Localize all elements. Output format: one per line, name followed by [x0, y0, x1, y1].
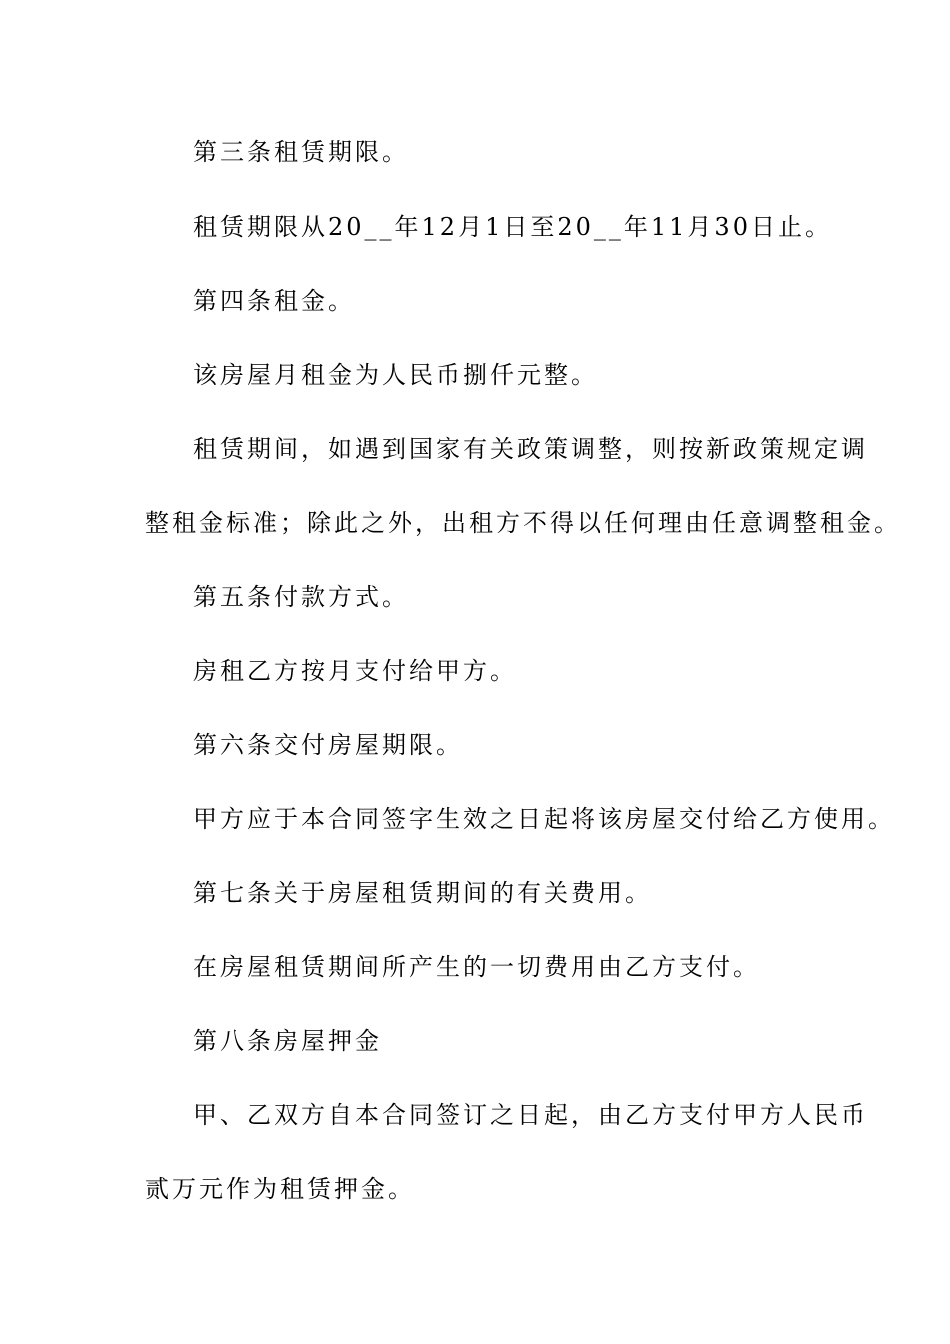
- clause-4-heading: 第四条租金。: [193, 287, 355, 315]
- clause-4-text-2: 租赁期间，如遇到国家有关政策调整，则按新政策规定调: [193, 435, 868, 463]
- clause-4-text-1: 该房屋月租金为人民币捌仟元整。: [193, 361, 598, 389]
- clause-8-text: 甲、乙双方自本合同签订之日起，由乙方支付甲方人民币: [193, 1101, 868, 1129]
- clause-3-heading: 第三条租赁期限。: [193, 138, 409, 166]
- clause-5-text: 房租乙方按月支付给甲方。: [193, 657, 517, 685]
- clause-8-heading: 第八条房屋押金: [193, 1027, 382, 1055]
- clause-4-text-2-continued: 整租金标准；除此之外，出租方不得以任何理由任意调整租金。: [145, 509, 901, 537]
- clause-7-text: 在房屋租赁期间所产生的一切费用由乙方支付。: [193, 953, 760, 981]
- clause-8-text-continued: 贰万元作为租赁押金。: [145, 1175, 415, 1203]
- clause-6-heading: 第六条交付房屋期限。: [193, 731, 463, 759]
- clause-7-heading: 第七条关于房屋租赁期间的有关费用。: [193, 879, 652, 907]
- clause-5-heading: 第五条付款方式。: [193, 583, 409, 611]
- clause-3-text: 租赁期限从20__年12月1日至20__年11月30日止。: [193, 213, 832, 241]
- clause-6-text: 甲方应于本合同签字生效之日起将该房屋交付给乙方使用。: [193, 805, 895, 833]
